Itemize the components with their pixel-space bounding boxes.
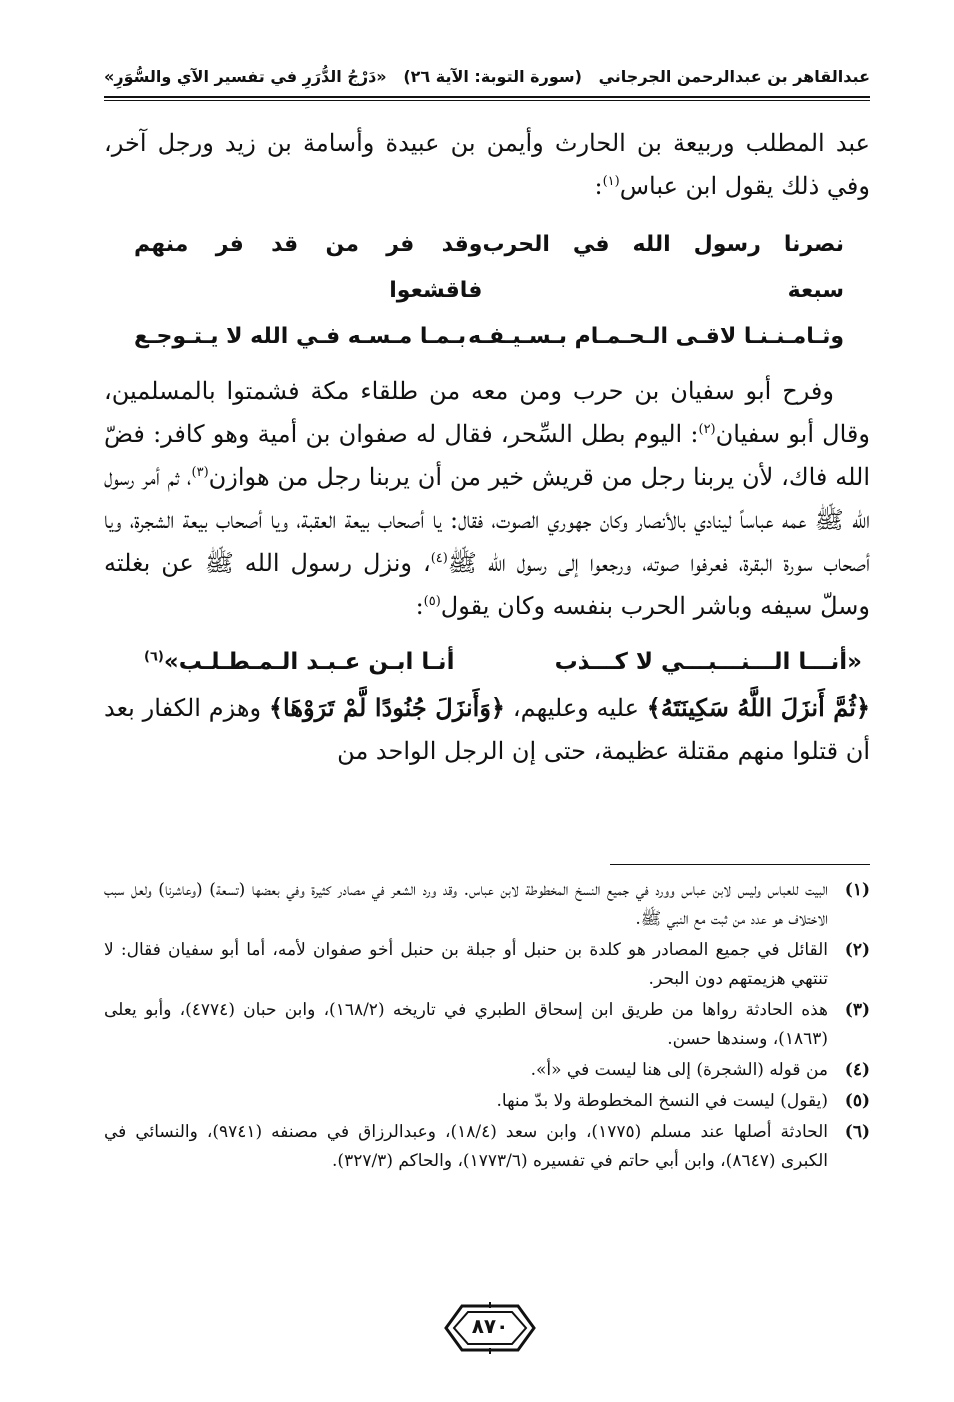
footnote-separator [610, 864, 870, 865]
verse-1-first-hemistich: نصرنا رسول الله في الحرب سبعة [482, 232, 844, 303]
verse-line-3 [104, 638, 870, 686]
footnote-number: (٤) [844, 1060, 870, 1080]
footnote-number: (٦) [844, 1122, 870, 1142]
quran-quote-1: ﴿ثُمَّ أَنزَلَ اللَّهُ سَكِينَتَهُ﴾ [646, 693, 871, 722]
footnote [104, 996, 870, 1054]
footnote-text: الحادثة أصلها عند مسلم (١٧٧٥)، وابن سعد (١٨/٤)، وعبدالرزاق في مصنفه (٩٧٤١)، والنسائي في الكبرى (٨٦٤٧)، وابن أبي حاتم في تفسيره (١٧٧٣/٦)، والحاكم (٣٢٧/٣). [104, 1122, 829, 1171]
footnote-text: البيت للعباس وليس لابن عباس وورد في جميع النسخ المخطوطة لابن عباس. وقد ورد الشعر في مصادر كثيرة وفي بعضها (تسعة) (وعاشرنا) ولعل سبب الاختلاف هو عدد من ثبت مع النبي ﷺ. [104, 880, 828, 929]
footnote-number: (١) [844, 880, 870, 900]
footnote-number: (٢) [844, 940, 870, 960]
verse-line-2 [104, 314, 870, 360]
poem-verses [104, 222, 870, 360]
running-header [104, 58, 870, 94]
header-book-title: «دَرْجُ الدُّرَرِ في تفسير الآي والسُّوَرِ» [104, 66, 387, 86]
verse-3-first-hemistich: «أنـــا الـــنـــبـــي لا كـــذب [554, 649, 862, 675]
footnote [104, 936, 870, 994]
footnote [104, 1087, 870, 1116]
footnote [104, 1056, 870, 1085]
footnote-text: (يقول) ليست في النسخ المخطوطة ولا بدّ منها. [496, 1091, 828, 1111]
footnote-ref-3: (٣) [191, 465, 209, 480]
verse-3-second-hemistich: أنـا ابـن عـبـد الـمـطـلـب»$^{(٦)}$ [144, 649, 455, 675]
verse-1-second-hemistich: وقد فر من قد فر منهم فاقشعوا [134, 232, 483, 303]
header-rule [104, 96, 870, 98]
verse-2-second-hemistich: بـمـا مـسـه فـي الله لا يـتـوجـع [134, 324, 467, 349]
quran-quote-2: ﴿وَأَنزَلَ جُنُودًا لَّمْ تَرَوْهَا﴾ [268, 693, 505, 722]
footnote-number: (٣) [844, 1000, 870, 1020]
footnote-ref-4: (٤) [430, 551, 448, 566]
footnotes [104, 876, 870, 1178]
footnote-ref-1: (١) [602, 174, 620, 189]
header-surah: (سورة التوبة: الآية ٢٦) [403, 66, 582, 86]
paragraph-1: عبد المطلب وربيعة بن الحارث وأيمن بن عبيدة وأسامة بن زيد ورجل آخر، وفي ذلك يقول ابن عباس$^{(١)}$: [104, 129, 870, 200]
verse-2-first-hemistich: وثـامـنـنـا لاقـى الـحـمـام بـسـيـفـه [468, 324, 844, 349]
paragraph-2: وفرح أبو سفيان بن حرب ومن معه من طلقاء مكة فشمتوا بالمسلمين، وقال أبو سفيان$^{(٢)}$: اليوم بطل السِّحر، فقال له صفوان بن أمية وهو كافر: فضّ الله فاك، لأن يربنا رجل من قريش خير من أن يربنا رجل من هوازن$^{(٣)}$، ثم أمر رسول الله ﷺ عمه عباساً لينادي بالأنصار وكان جهوري الصوت، فقال: يا أصحاب بيعة العقبة، ويا أصحاب بيعة الشجرة، ويا أصحاب سورة البقرة، فعرفوا صوته، ورجعوا إلى رسول الله ﷺ$^{(٤)}$، ونزل رسول الله ﷺ عن بغلته وسلّ سيفه وباشر الحرب بنفسه وكان يقول$^{(٥)}$: [104, 377, 870, 620]
header-rule-thin [104, 100, 870, 101]
main-text [104, 122, 870, 773]
page-number: ٨٧٠ [471, 1314, 509, 1338]
footnote-number: (٥) [844, 1091, 870, 1111]
footnote-ref-5: (٥) [423, 594, 441, 609]
paragraph-3: ﴿ثُمَّ أَنزَلَ اللَّهُ سَكِينَتَهُ﴾ عليه وعليهم، ﴿وَأَنزَلَ جُنُودًا لَّمْ تَرَوْهَا﴾ وهزم الكفار بعد أن قتلوا منهم مقتلة عظيمة، حتى إن الرجل الواحد من [104, 693, 871, 765]
footnote-ref-6: (٦) [144, 649, 164, 665]
header-author: عبدالقاهر بن عبدالرحمن الجرجاني [598, 66, 870, 86]
footnote [104, 1118, 870, 1176]
verse-line-1 [104, 222, 870, 314]
footnote-ref-2: (٢) [698, 422, 716, 437]
footnote-text: القائل في جميع المصادر هو كلدة بن حنبل أو جبلة بن حنبل أخو صفوان لأمه، أما أبو سفيان فقال: لا تنتهي هزيمتهم دون البحر. [104, 940, 828, 989]
footnote-text: من قوله (الشجرة) إلى هنا ليست في «أ». [530, 1060, 828, 1080]
footnote-text: هذه الحادثة رواها من طريق ابن إسحاق الطبري في تاريخه (١٦٨/٢)، وابن حبان (٤٧٧٤)، وأبو يعلى (١٨٦٣)، وسندها حسن. [104, 1000, 828, 1049]
footnote [104, 876, 870, 934]
